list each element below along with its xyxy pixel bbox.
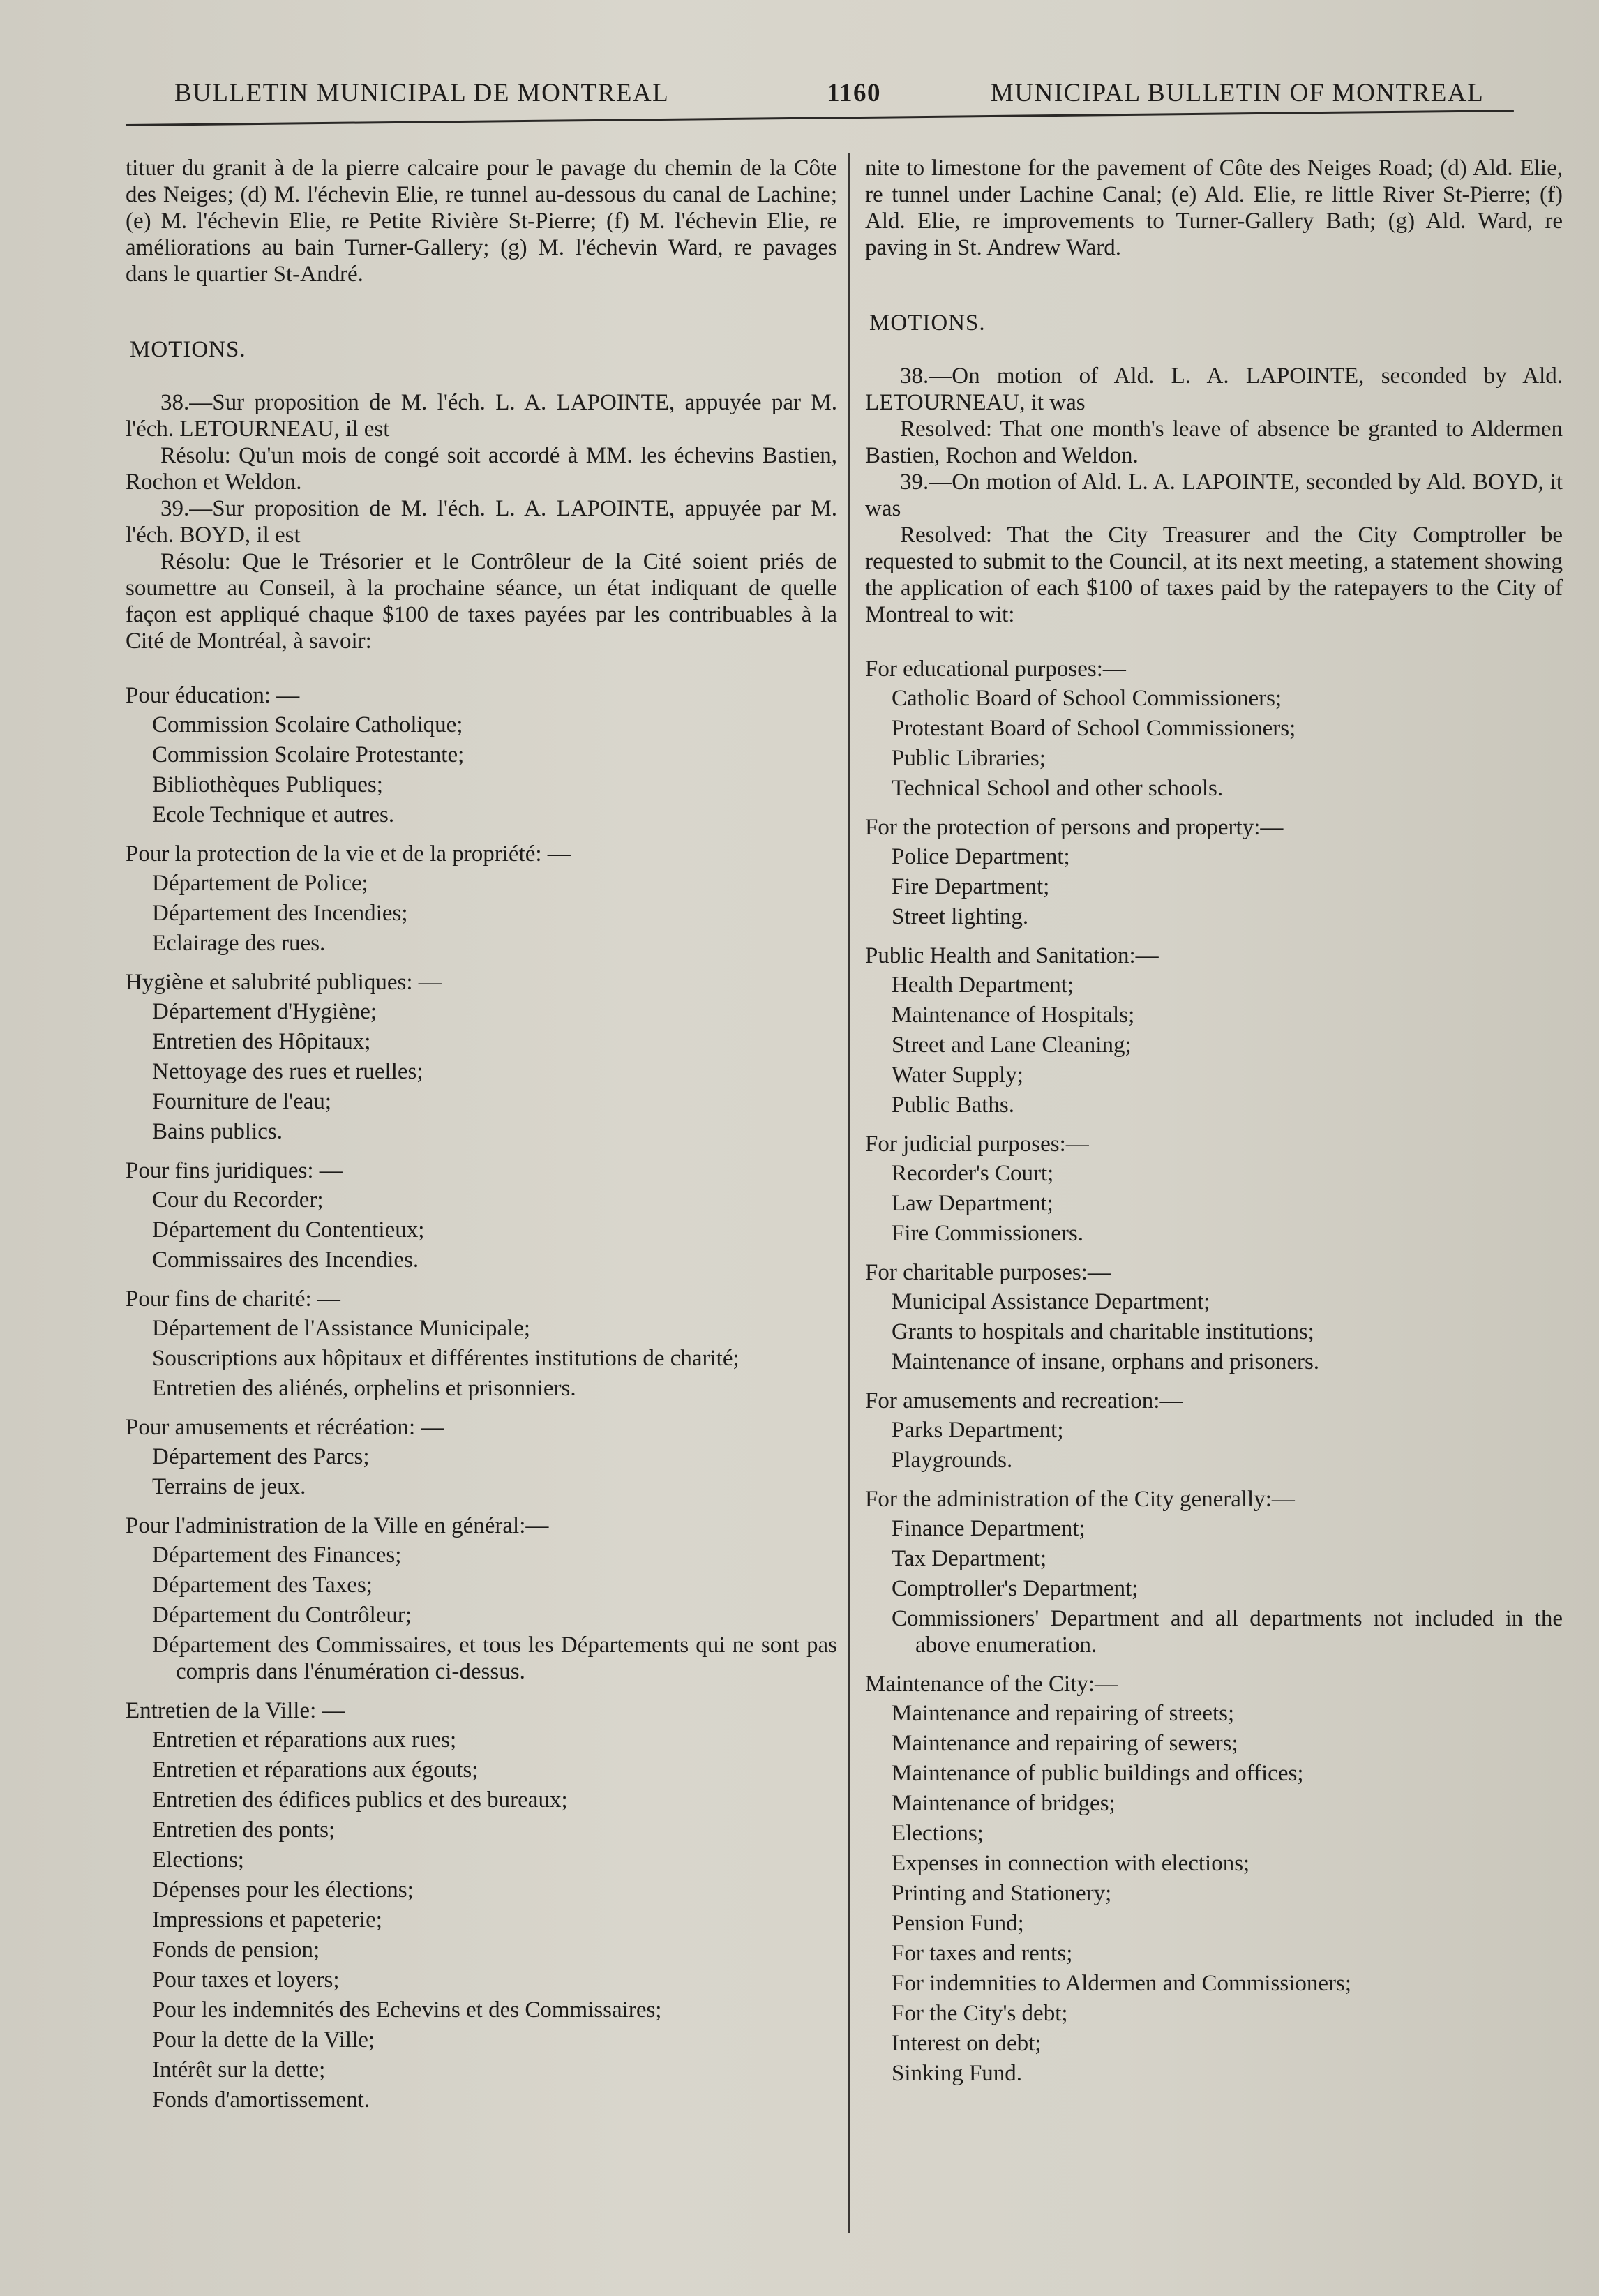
page-number: 1160	[827, 79, 881, 107]
category-title: Pour fins juridiques: —	[126, 1158, 343, 1183]
category-item: Maintenance of public buildings and offices;	[892, 1761, 1304, 1786]
category-title: Pour fins de charité: —	[126, 1286, 340, 1312]
category-item: Commissaires des Incendies.	[152, 1247, 419, 1273]
category-item: Entretien des édifices publics et des bureaux;	[152, 1787, 568, 1813]
category-title: For educational purposes:—	[865, 656, 1126, 682]
column-divider	[848, 153, 850, 2233]
category-title: For charitable purposes:—	[865, 1260, 1111, 1285]
category-title: For judicial purposes:—	[865, 1132, 1089, 1157]
category-item: Health Department;	[892, 973, 1074, 998]
category-title: Pour l'administration de la Ville en général:—	[126, 1513, 549, 1538]
category-title: For the administration of the City generally:—	[865, 1487, 1295, 1512]
category-item: Entretien et réparations aux rues;	[152, 1727, 457, 1753]
french-column	[126, 155, 837, 2117]
english-category-list	[865, 656, 1563, 2087]
category-item: Finance Department;	[892, 1516, 1086, 1541]
category-item: Fonds d'amortissement.	[152, 2087, 370, 2113]
category-item: Public Libraries;	[892, 746, 1046, 771]
category-item: Département des Finances;	[152, 1543, 402, 1568]
english-resolution-38: Resolved: That one month's leave of absence be granted to Aldermen Bastien, Rochon and Weldon.	[865, 417, 1563, 468]
english-column	[865, 155, 1563, 2090]
header-english-title: MUNICIPAL BULLETIN OF MONTREAL	[991, 79, 1485, 107]
french-category-list	[126, 682, 837, 2113]
french-resolution-39: Résolu: Que le Trésorier et le Contrôleur de la Cité soient priés de soumettre au Conseil, à la prochaine séance, un état indiquant de quelle façon est appliqué chaque $100 de taxes payées par les contribuables à la Cité de Montréal, à savoir:	[126, 549, 837, 654]
category-item: Comptroller's Department;	[892, 1576, 1139, 1601]
category-item: Protestant Board of School Commissioners;	[892, 716, 1296, 741]
category-item: Maintenance and repairing of streets;	[892, 1701, 1235, 1726]
category-item: Commissioners' Department and all departments not included in the above enumeration.	[892, 1606, 1563, 1658]
category-item: Public Baths.	[892, 1093, 1015, 1118]
category-item: Fire Commissioners.	[892, 1221, 1084, 1246]
category-item: Street and Lane Cleaning;	[892, 1033, 1132, 1058]
category-item: Terrains de jeux.	[152, 1474, 306, 1499]
category-item: Souscriptions aux hôpitaux et différentes institutions de charité;	[152, 1346, 740, 1371]
category-item: Elections;	[152, 1847, 244, 1873]
category-item: Commission Scolaire Catholique;	[152, 712, 463, 737]
category-title: For the protection of persons and property:—	[865, 815, 1284, 840]
category-item: Fourniture de l'eau;	[152, 1089, 332, 1114]
french-motion-39: 39.—Sur proposition de M. l'éch. L. A. LAPOINTE, appuyée par M. l'éch. BOYD, il est	[126, 496, 837, 548]
category-item: Street lighting.	[892, 904, 1029, 929]
category-item: Commission Scolaire Protestante;	[152, 742, 465, 767]
category-item: Département de l'Assistance Municipale;	[152, 1316, 531, 1341]
category-item: Catholic Board of School Commissioners;	[892, 686, 1282, 711]
english-motions-heading: MOTIONS.	[869, 310, 986, 336]
english-intro: nite to limestone for the pavement of Côte des Neiges Road; (d) Ald. Elie, re tunnel under Lachine Canal; (e) Ald. Elie, re little River St-Pierre; (f) Ald. Elie, re improvements to Turner-Gallery Bath; (g) Ald. Ward, re paving in St. Andrew Ward.	[865, 156, 1563, 260]
category-item: Entretien des aliénés, orphelins et prisonniers.	[152, 1376, 576, 1401]
category-item: Maintenance of bridges;	[892, 1791, 1116, 1816]
category-item: Département de Police;	[152, 871, 368, 896]
category-title: Pour amusements et récréation: —	[126, 1415, 444, 1440]
category-item: Bibliothèques Publiques;	[152, 772, 383, 797]
category-item: Pour taxes et loyers;	[152, 1967, 340, 1993]
category-item: Département du Contentieux;	[152, 1217, 425, 1243]
category-item: Maintenance and repairing of sewers;	[892, 1731, 1238, 1756]
category-item: Impressions et papeterie;	[152, 1907, 382, 1933]
category-item: Département d'Hygiène;	[152, 999, 377, 1024]
header-french-title: BULLETIN MUNICIPAL DE MONTREAL	[174, 79, 670, 107]
category-item: Ecole Technique et autres.	[152, 802, 395, 827]
category-item: Cour du Recorder;	[152, 1187, 324, 1213]
category-item: Expenses in connection with elections;	[892, 1851, 1250, 1876]
category-item: Interest on debt;	[892, 2031, 1042, 2056]
category-item: Printing and Stationery;	[892, 1881, 1112, 1906]
category-item: Intérêt sur la dette;	[152, 2057, 326, 2083]
category-item: Département des Incendies;	[152, 901, 408, 926]
french-intro: tituer du granit à de la pierre calcaire pour le pavage du chemin de la Côte des Neiges; (d) M. l'échevin Elie, re tunnel au-dessous du canal de Lachine; (e) M. l'échevin Elie, re Petite Rivière St-Pierre; (f) M. l'échevin Elie, re améliorations au bain Turner-Gallery; (g) M. l'échevin Ward, re pavages dans le quartier St-André.	[126, 156, 837, 287]
category-item: Law Department;	[892, 1191, 1053, 1216]
english-motion-38: 38.—On motion of Ald. L. A. LAPOINTE, seconded by Ald. LETOURNEAU, it was	[865, 363, 1563, 415]
category-item: Entretien des Hôpitaux;	[152, 1029, 371, 1054]
category-item: Parks Department;	[892, 1418, 1064, 1443]
category-item: Municipal Assistance Department;	[892, 1289, 1210, 1314]
category-item: Département des Taxes;	[152, 1573, 373, 1598]
category-item: Département des Commissaires, et tous les Départements qui ne sont pas compris dans l'énumération ci-dessus.	[152, 1633, 837, 1684]
category-title: Entretien de la Ville: —	[126, 1698, 345, 1723]
category-item: Sinking Fund.	[892, 2061, 1023, 2086]
category-item: For indemnities to Aldermen and Commissioners;	[892, 1971, 1352, 1996]
category-item: Elections;	[892, 1821, 984, 1846]
category-item: Département des Parcs;	[152, 1444, 370, 1469]
page-header	[105, 78, 1542, 120]
category-item: For taxes and rents;	[892, 1941, 1073, 1966]
category-item: Pension Fund;	[892, 1911, 1024, 1936]
category-item: Technical School and other schools.	[892, 776, 1224, 801]
category-item: Grants to hospitals and charitable institutions;	[892, 1319, 1314, 1344]
category-item: Playgrounds.	[892, 1448, 1013, 1473]
category-title: Pour la protection de la vie et de la propriété: —	[126, 841, 571, 866]
category-item: Water Supply;	[892, 1063, 1023, 1088]
category-title: Public Health and Sanitation:—	[865, 943, 1159, 968]
category-item: Fonds de pension;	[152, 1937, 320, 1963]
category-item: Eclairage des rues.	[152, 931, 326, 956]
category-item: Pour la dette de la Ville;	[152, 2027, 375, 2053]
category-item: Bains publics.	[152, 1119, 283, 1144]
category-item: Police Department;	[892, 844, 1070, 869]
category-item: Tax Department;	[892, 1546, 1047, 1571]
category-title: Pour éducation: —	[126, 683, 300, 708]
category-item: Entretien et réparations aux égouts;	[152, 1757, 479, 1783]
category-item: Maintenance of Hospitals;	[892, 1003, 1135, 1028]
category-title: For amusements and recreation:—	[865, 1388, 1183, 1413]
category-item: Dépenses pour les élections;	[152, 1877, 414, 1903]
french-motion-38: 38.—Sur proposition de M. l'éch. L. A. LAPOINTE, appuyée par M. l'éch. LETOURNEAU, il est	[126, 390, 837, 442]
english-resolution-39: Resolved: That the City Treasurer and the City Comptroller be requested to submit to the Council, at its next meeting, a statement showing the application of each $100 of taxes paid by the ratepayers to the City of Montreal to wit:	[865, 523, 1563, 627]
category-item: Recorder's Court;	[892, 1161, 1054, 1186]
category-item: Pour les indemnités des Echevins et des Commissaires;	[152, 1997, 662, 2023]
category-title: Maintenance of the City:—	[865, 1672, 1118, 1697]
french-resolution-38: Résolu: Qu'un mois de congé soit accordé à MM. les échevins Bastien, Rochon et Weldon.	[126, 443, 837, 495]
category-item: Département du Contrôleur;	[152, 1603, 412, 1628]
english-motion-39: 39.—On motion of Ald. L. A. LAPOINTE, seconded by Ald. BOYD, it was	[865, 470, 1563, 521]
category-item: For the City's debt;	[892, 2001, 1068, 2026]
category-item: Fire Department;	[892, 874, 1050, 899]
category-title: Hygiène et salubrité publiques: —	[126, 970, 442, 995]
french-motions-heading: MOTIONS.	[130, 337, 246, 362]
category-item: Maintenance of insane, orphans and prisoners.	[892, 1349, 1320, 1374]
category-item: Nettoyage des rues et ruelles;	[152, 1059, 423, 1084]
category-item: Entretien des ponts;	[152, 1817, 336, 1843]
